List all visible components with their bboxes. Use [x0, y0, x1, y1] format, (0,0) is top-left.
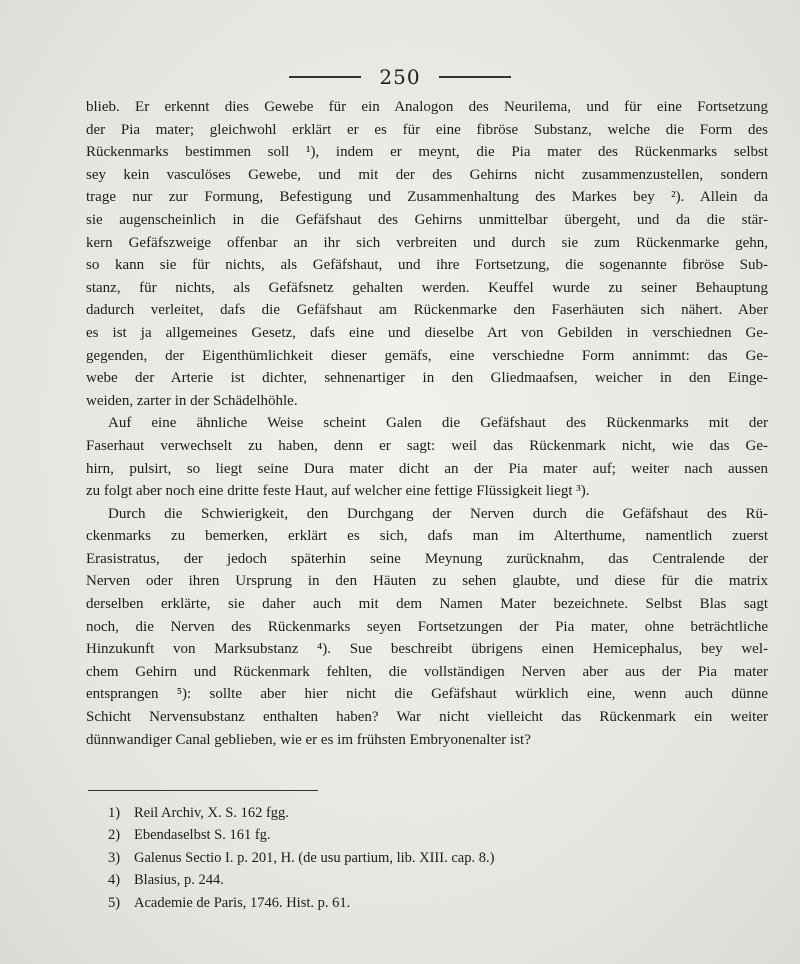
- text-line: gegenden, der Eigenthümlichkeit dieser gemäfs, eine verschiedne Form annimmt: das Ge-: [86, 347, 768, 364]
- text-line: es ist ja allgemeines Gesetz, dafs eine und dieselbe Art von Gebilden in verschiednen Ge-: [86, 324, 768, 341]
- footnote: [108, 847, 668, 869]
- text-line: zu folgt aber noch eine dritte feste Haut, auf welcher eine fettige Flüssigkeit liegt ³).: [86, 483, 590, 500]
- footnote-text: Galenus Sectio I. p. 201, H. (de usu partium, lib. XIII. cap. 8.): [134, 849, 495, 866]
- text-line: Schicht Nervensubstanz enthalten haben? War nicht vielleicht das Rückenmark ein weiter: [86, 709, 768, 726]
- footnote-text: Reil Archiv, X. S. 162 fgg.: [134, 805, 289, 821]
- text-line: entsprangen ⁵): sollte aber hier nicht die Gefäfshaut würklich eine, wenn auch dünne: [86, 686, 768, 703]
- text-line: Auf eine ähnliche Weise scheint Galen die Gefäfshaut des Rückenmarks mit der: [108, 415, 768, 432]
- text-line: Rückenmarks bestimmen soll ¹), indem er meynt, die Pia mater des Rückenmarks selbst: [86, 144, 768, 161]
- text-line: sey kein vasculöses Gewebe, und mit der des Gehirns nicht zusammenzustellen, sondern: [86, 166, 768, 183]
- footnote-number: 4): [108, 872, 121, 889]
- text-line: blieb. Er erkennt dies Gewebe für ein Analogon des Neurilema, und für eine Fortsetzung: [86, 99, 768, 115]
- text-line: Nerven oder ihren Ursprung in den Häuten zu sehen glaubte, und diese für die matrix: [86, 573, 768, 590]
- text-line: derselben erklärte, sie daher auch mit dem Namen Mater bezeichnete. Selbst Blas sagt: [86, 596, 768, 613]
- footnote-number: 1): [108, 805, 121, 821]
- text-line: stanz, für nichts, als Gefäfsnetz gehalten werden. Keuffel wurde zu seiner Behauptung: [86, 279, 768, 296]
- text-line: hirn, pulsirt, so liegt seine Dura mater dicht an der Pia mater auf; weiter nach aussen: [86, 460, 768, 477]
- text-line: Faserhaut verwechselt zu haben, denn er sagt: weil das Rückenmark nicht, wie das Ge-: [86, 437, 768, 454]
- footnote-number: 2): [108, 827, 121, 844]
- footnote: [108, 869, 668, 891]
- footnote: [108, 802, 668, 824]
- text-line: ckenmarks zu bemerken, erklärt es sich, dafs man im Alterthume, namentlich zuerst: [86, 528, 768, 545]
- footnote-text: Ebendaselbst S. 161 fg.: [134, 827, 271, 844]
- text-line: Durch die Schwierigkeit, den Durchgang der Nerven durch die Gefäfshaut des Rü-: [108, 505, 768, 522]
- main-text: [86, 96, 768, 751]
- footnote: [108, 824, 668, 846]
- text-line: chem Gehirn und Rückenmark fehlten, die vollständigen Nerven aber aus der Pia mater: [86, 663, 768, 680]
- text-line: Hinzukunft von Marksubstanz ⁴). Sue beschreibt übrigens einen Hemicephalus, bey wel-: [86, 641, 768, 658]
- text-line: so kann sie für nichts, als Gefäfshaut, und ihre Fortsetzung, die sogenannte fibröse Sub-: [86, 257, 768, 274]
- text-line: trage nur zur Formung, Befestigung und Zusammenhaltung des Markes bey ²). Allein da: [86, 189, 768, 206]
- text-line: der Pia mater; gleichwohl erklärt er es für eine fibröse Substanz, welche die Form des: [86, 121, 768, 138]
- text-line: weiden, zarter in der Schädelhöhle.: [86, 392, 298, 409]
- text-line: Erasistratus, der jedoch späterhin seine Meynung zurücknahm, das Centralende der: [86, 550, 768, 567]
- text-line: dünnwandiger Canal geblieben, wie er es im frühsten Embryonenalter ist?: [86, 731, 531, 748]
- page-number: 250: [379, 65, 421, 89]
- footnote: [108, 892, 668, 914]
- footnote-text: Academie de Paris, 1746. Hist. p. 61.: [134, 894, 351, 911]
- text-line: dadurch verleitet, dafs die Gefäfshaut am Rückenmarke den Faserhäuten sich nähert. Aber: [86, 302, 768, 319]
- footnotes: [108, 802, 668, 914]
- text-line: kern Gefäfszweige offenbar an ihr sich verbreiten und durch sie zum Rückenmarke gehn,: [86, 234, 768, 251]
- text-line: noch, die Nerven des Rückenmarks seyen Fortsetzungen der Pia mater, ohne beträchtliche: [86, 618, 768, 635]
- page-header: [0, 62, 800, 92]
- footnote-number: 5): [108, 894, 121, 911]
- header-rule-left: [289, 76, 361, 78]
- text-line: webe der Arterie ist dichter, sehnenartiger in den Gliedmaafsen, weicher in den Einge-: [86, 370, 768, 387]
- footnote-separator: [88, 790, 318, 791]
- footnote-text: Blasius, p. 244.: [134, 872, 224, 889]
- header-rule-right: [439, 76, 511, 78]
- text-line: sie augenscheinlich in die Gefäfshaut des Gehirns unmittelbar übergeht, und da die stär-: [86, 211, 768, 228]
- footnote-number: 3): [108, 849, 121, 866]
